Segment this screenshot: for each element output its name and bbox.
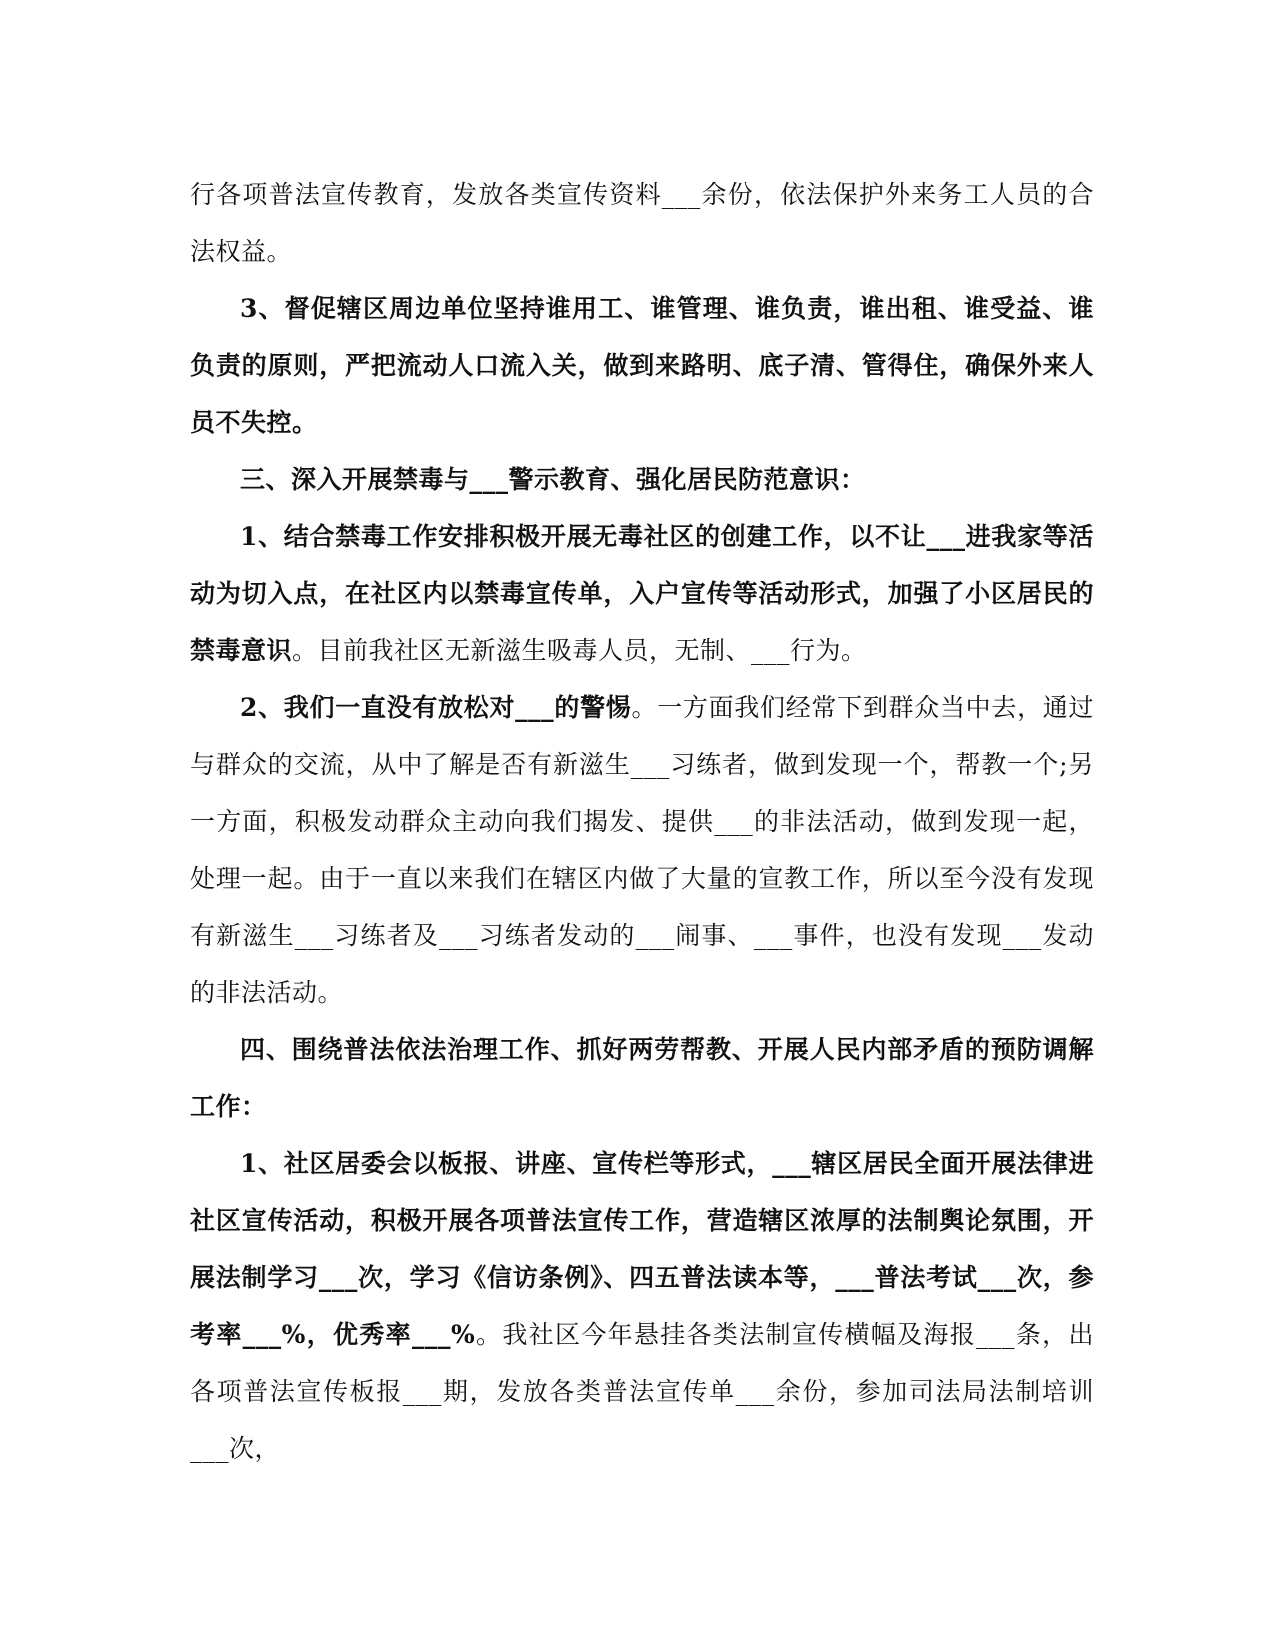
paragraph-5 (190, 679, 1094, 1021)
section-heading-3 (190, 451, 1094, 508)
paragraph-5-bold-text: 2、我们一直没有放松对___的警惕 (240, 693, 632, 722)
paragraph-4 (190, 508, 1094, 679)
paragraph-7 (190, 1135, 1094, 1477)
paragraph-7-normal-text: 。我社区今年悬挂各类法制宣传横幅及海报___条，出各项普法宣传板报___期，发放各类普法宣传单___余份，参加司法局法制培训___次， (190, 1320, 1094, 1463)
paragraph-7-bold-text: 1、社区居委会以板报、讲座、宣传栏等形式，___辖区居民全面开展法律进社区宣传活动，积极开展各项普法宣传工作，营造辖区浓厚的法制舆论氛围，开展法制学习___次，学习《信访条例》、四五普法读本等，___普法考试___次，参考率___%，优秀率___% (190, 1149, 1094, 1349)
section-heading-4-text: 四、围绕普法依法治理工作、抓好两劳帮教、开展人民内部矛盾的预防调解工作： (190, 1035, 1094, 1121)
paragraph-1 (190, 166, 1094, 280)
paragraph-5-normal-text: 。一方面我们经常下到群众当中去，通过与群众的交流，从中了解是否有新滋生___习练者，做到发现一个，帮教一个;另一方面，积极发动群众主动向我们揭发、提供___的非法活动，做到发现一起，处理一起。由于一直以来我们在辖区内做了大量的宣教工作，所以至今没有发现有新滋生___习练者及___习练者发动的___闹事、___事件，也没有发现___发动的非法活动。 (190, 693, 1094, 1007)
paragraph-4-bold-text: 1、结合禁毒工作安排积极开展无毒社区的创建工作，以不让___进我家等活动为切入点，在社区内以禁毒宣传单，入户宣传等活动形式，加强了小区居民的禁毒意识 (190, 522, 1094, 665)
document-body (190, 166, 1094, 1477)
paragraph-4-normal-text: 。目前我社区无新滋生吸毒人员，无制、___行为。 (292, 636, 867, 665)
section-heading-3-text: 三、深入开展禁毒与___警示教育、强化居民防范意识： (240, 465, 866, 494)
section-heading-4 (190, 1021, 1094, 1135)
paragraph-2 (190, 280, 1094, 451)
paragraph-1-text: 行各项普法宣传教育，发放各类宣传资料___余份，依法保护外来务工人员的合法权益。 (190, 180, 1094, 266)
paragraph-2-text: 3、督促辖区周边单位坚持谁用工、谁管理、谁负责，谁出租、谁受益、谁负责的原则，严把流动人口流入关，做到来路明、底子清、管得住，确保外来人员不失控。 (190, 294, 1094, 437)
